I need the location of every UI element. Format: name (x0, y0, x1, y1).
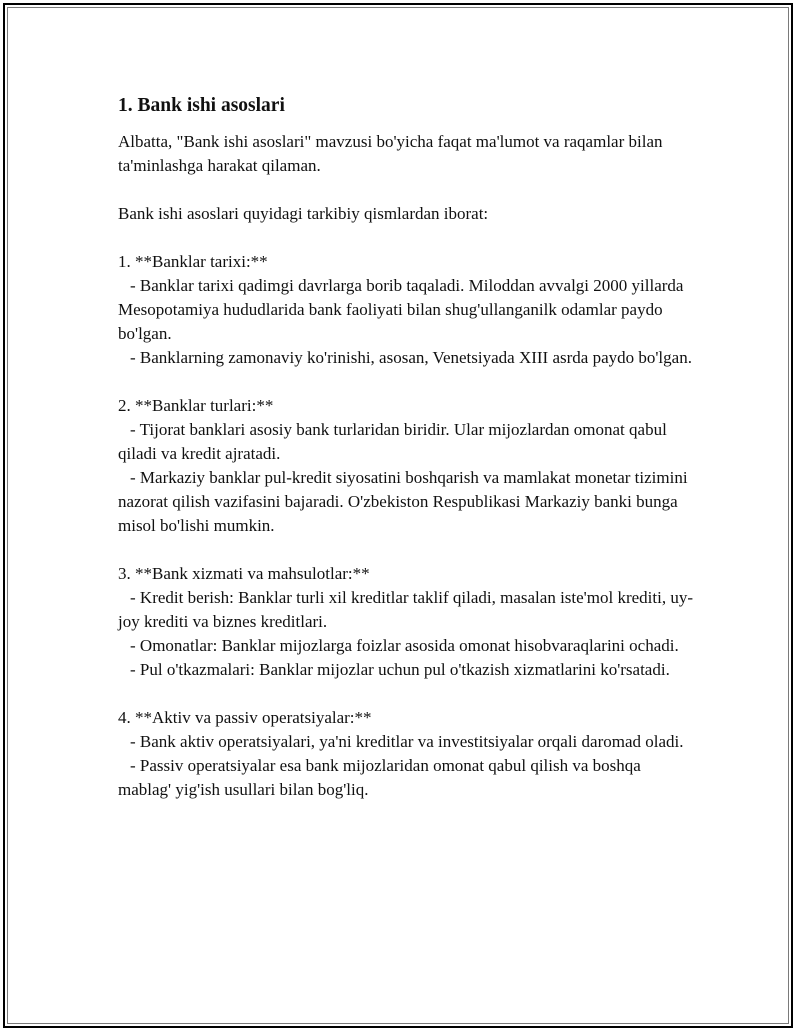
section-4 (118, 706, 698, 802)
list-item: - Passiv operatsiyalar esa bank mijozlaridan omonat qabul qilish va boshqa mablag' yig'ish usullari bilan bog'liq. (118, 756, 641, 799)
intro-paragraph: Albatta, "Bank ishi asoslari" mavzusi bo'yicha faqat ma'lumot va raqamlar bilan ta'minlashga harakat qilaman. (118, 132, 663, 175)
list-item: - Pul o'tkazmalari: Banklar mijozlar uchun pul o'tkazish xizmatlarini ko'rsatadi. (130, 660, 670, 679)
list-item: - Markaziy banklar pul-kredit siyosatini boshqarish va mamlakat monetar tizimini nazorat qilish vazifasini bajaradi. O'zbekiston Respublikasi Markaziy banki bunga misol bo'lishi mumkin. (118, 468, 688, 535)
list-item: - Omonatlar: Banklar mijozlarga foizlar asosida omonat hisobvaraqlarini ochadi. (130, 636, 679, 655)
list-item: - Bank aktiv operatsiyalari, ya'ni kreditlar va investitsiyalar orqali daromad oladi. (130, 732, 684, 751)
spacer (118, 178, 698, 202)
section-1 (118, 250, 698, 370)
section-heading: 1. **Banklar tarixi:** (118, 252, 268, 271)
lead-paragraph: Bank ishi asoslari quyidagi tarkibiy qismlardan iborat: (118, 204, 489, 223)
section-2 (118, 394, 698, 538)
section-3 (118, 562, 698, 682)
list-item: - Banklarning zamonaviy ko'rinishi, asosan, Venetsiyada XIII asrda paydo bo'lgan. (130, 348, 692, 367)
spacer (118, 538, 698, 562)
document-body (118, 92, 698, 802)
spacer (118, 682, 698, 706)
section-heading: 4. **Aktiv va passiv operatsiyalar:** (118, 708, 372, 727)
page-title: 1. Bank ishi asoslari (118, 95, 285, 116)
spacer (118, 370, 698, 394)
section-heading: 2. **Banklar turlari:** (118, 396, 274, 415)
list-item: - Kredit berish: Banklar turli xil kreditlar taklif qiladi, masalan iste'mol krediti, uy-joy krediti va biznes kreditlari. (118, 588, 693, 631)
list-item: - Banklar tarixi qadimgi davrlarga borib taqaladi. Miloddan avvalgi 2000 yillarda Mesopotamiya hududlarida bank faoliyati bilan shug'ullanganilk odamlar paydo bo'lgan. (118, 276, 684, 343)
spacer (118, 226, 698, 250)
section-heading: 3. **Bank xizmati va mahsulotlar:** (118, 564, 370, 583)
list-item: - Tijorat banklari asosiy bank turlaridan biridir. Ular mijozlardan omonat qabul qiladi va kredit ajratadi. (118, 420, 667, 463)
